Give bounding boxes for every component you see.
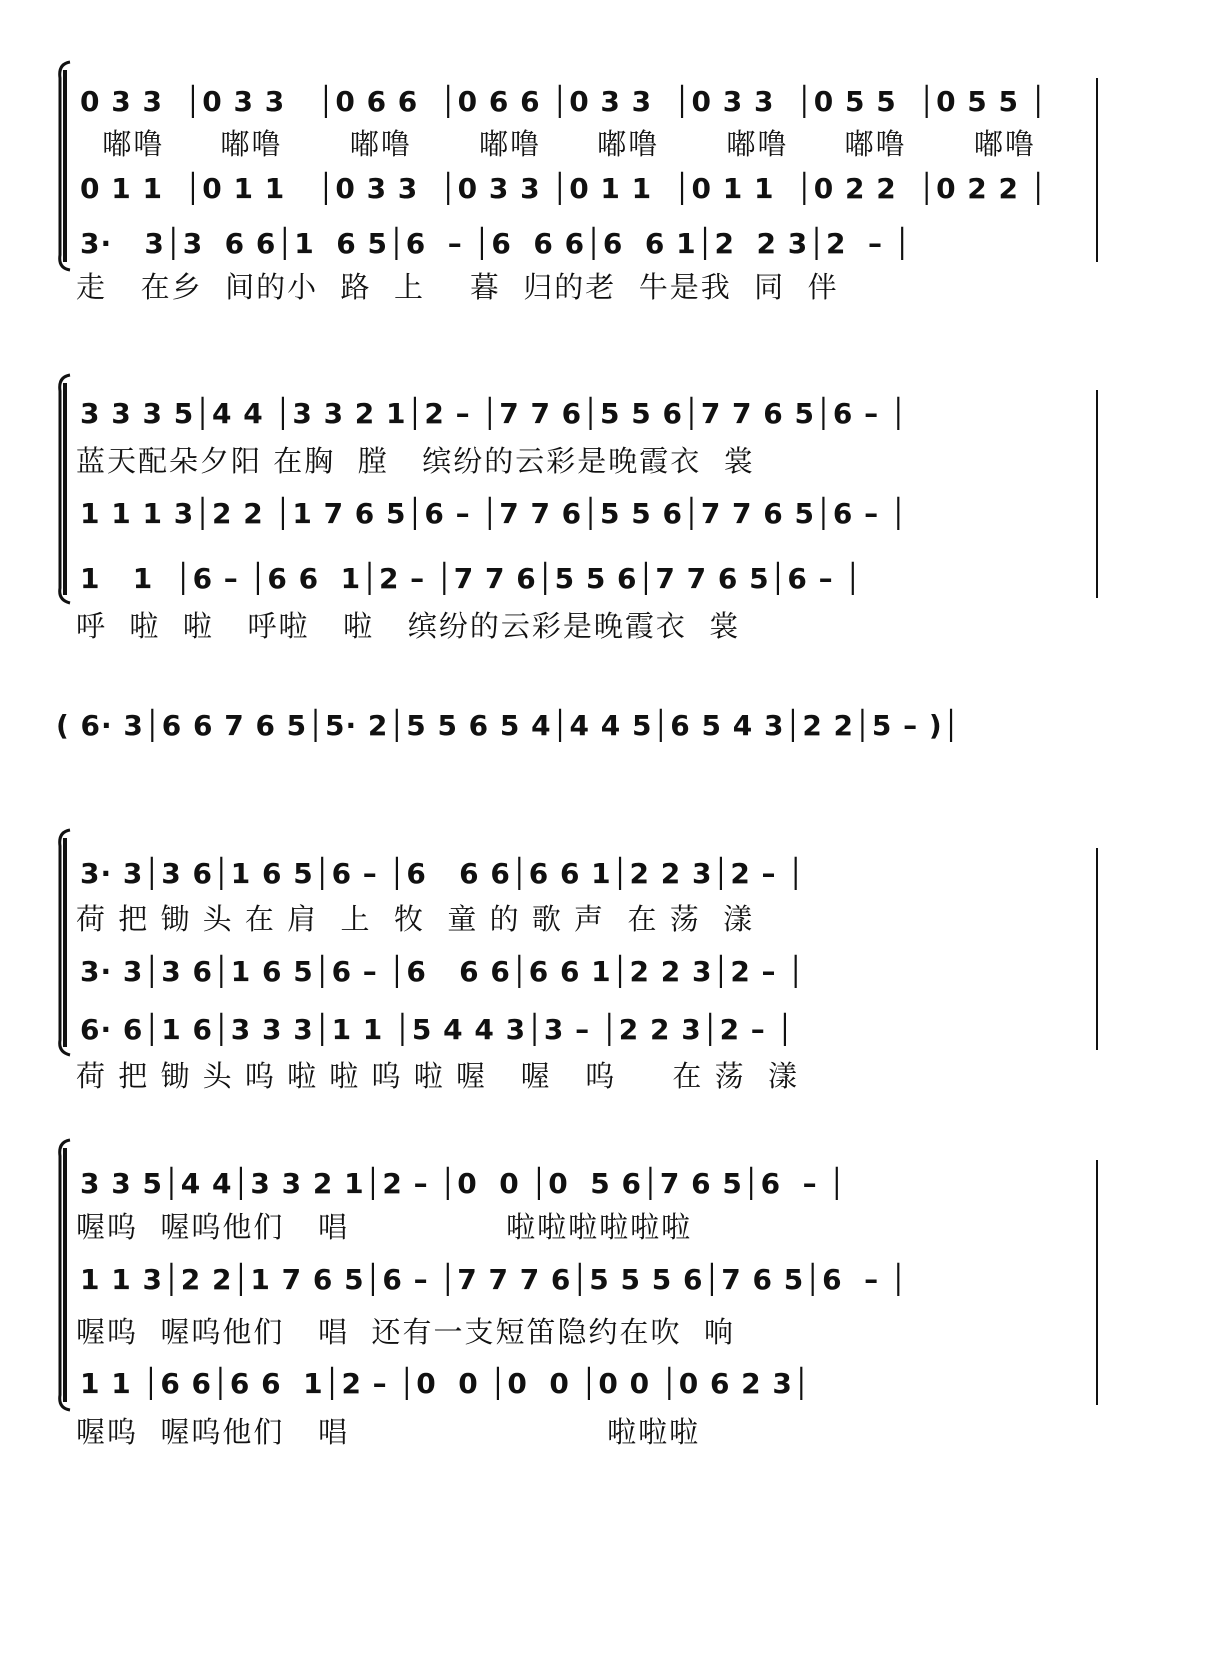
system-5-voice-3-lyrics: 喔呜 喔呜他们 唱 啦啦啦 [76, 1415, 701, 1449]
system-5-voice-2-notes: 1 1 3│2 2│1 7 6 5│6 – │7 7 7 6│5 5 5 6│7 6 5│6 – │ [80, 1263, 908, 1296]
system-2-voice-2-notes: 1 1 1 3│2 2 │1 7 6 5│6 – │7 7 6│5 5 6│7 7 6 5│6 – │ [80, 497, 908, 530]
system-1-voice-3-notes: 3· 3│3 6 6│1 6 5│6 – │6 6 6│6 6 1│2 2 3│2 – │ [80, 227, 912, 260]
system-5-voice-3-notes: 1 1 │6 6│6 6 1│2 – │0 0 │0 0 │0 0 │0 6 2 3│ [80, 1367, 811, 1400]
system-2-voice-1-lyrics: 蓝天配朵夕阳 在胸 膛 缤纷的云彩是晚霞衣 裳 [76, 444, 755, 478]
interlude-notes: ( 6· 3│6 6 7 6 5│5· 2│5 5 6 5 4│4 4 5│6 5 4 3│2 2│5 – )│ [56, 709, 961, 742]
system-1-voice-2-notes: 0 1 1 │0 1 1 │0 3 3 │0 3 3 │0 1 1 │0 1 1 │0 2 2 │0 2 2 │ [80, 172, 1048, 205]
system-5-voice-2-lyrics: 喔呜 喔呜他们 唱 还有一支短笛隐约在吹 响 [76, 1315, 735, 1349]
system-4-voice-3-notes: 6· 6│1 6│3 3 3│1 1 │5 4 4 3│3 – │2 2 3│2 – │ [80, 1013, 795, 1046]
system-5-voice-1-lyrics: 喔呜 喔呜他们 唱 啦啦啦啦啦啦 [76, 1210, 693, 1244]
system-1-voice-1-notes: 0 3 3 │0 3 3 │0 6 6 │0 6 6 │0 3 3 │0 3 3 │0 5 5 │0 5 5 │ [80, 85, 1048, 118]
system-4-voice-2-notes: 3· 3│3 6│1 6 5│6 – │6 6 6│6 6 1│2 2 3│2 – │ [80, 955, 806, 988]
system-1-voice-3-lyrics: 走 在乡 间的小 路 上 暮 归的老 牛是我 同 伴 [76, 270, 839, 304]
system-4-voice-1-lyrics: 荷 把 锄 头 在 肩 上 牧 童 的 歌 声 在 荡 漾 [76, 902, 755, 936]
system-2-voice-3-notes: 1 1 │6 – │6 6 1│2 – │7 7 6│5 5 6│7 7 6 5│6 – │ [80, 562, 863, 595]
system-4-voice-3-lyrics: 荷 把 锄 头 呜 啦 啦 呜 啦 喔 喔 呜 在 荡 漾 [76, 1059, 800, 1093]
system-1-voice-1-lyrics: 嘟噜 嘟噜 嘟噜 嘟噜 嘟噜 嘟噜 嘟噜 嘟噜 [80, 127, 1036, 161]
system-5-voice-1-notes: 3 3 5│4 4│3 3 2 1│2 – │0 0 │0 5 6│7 6 5│6 – │ [80, 1167, 847, 1200]
system-4-voice-1-notes: 3· 3│3 6│1 6 5│6 – │6 6 6│6 6 1│2 2 3│2 – │ [80, 857, 806, 890]
system-2-voice-3-lyrics: 呼 啦 啦 呼啦 啦 缤纷的云彩是晚霞衣 裳 [76, 609, 741, 643]
system-2-voice-1-notes: 3 3 3 5│4 4 │3 3 2 1│2 – │7 7 6│5 5 6│7 7 6 5│6 – │ [80, 397, 908, 430]
